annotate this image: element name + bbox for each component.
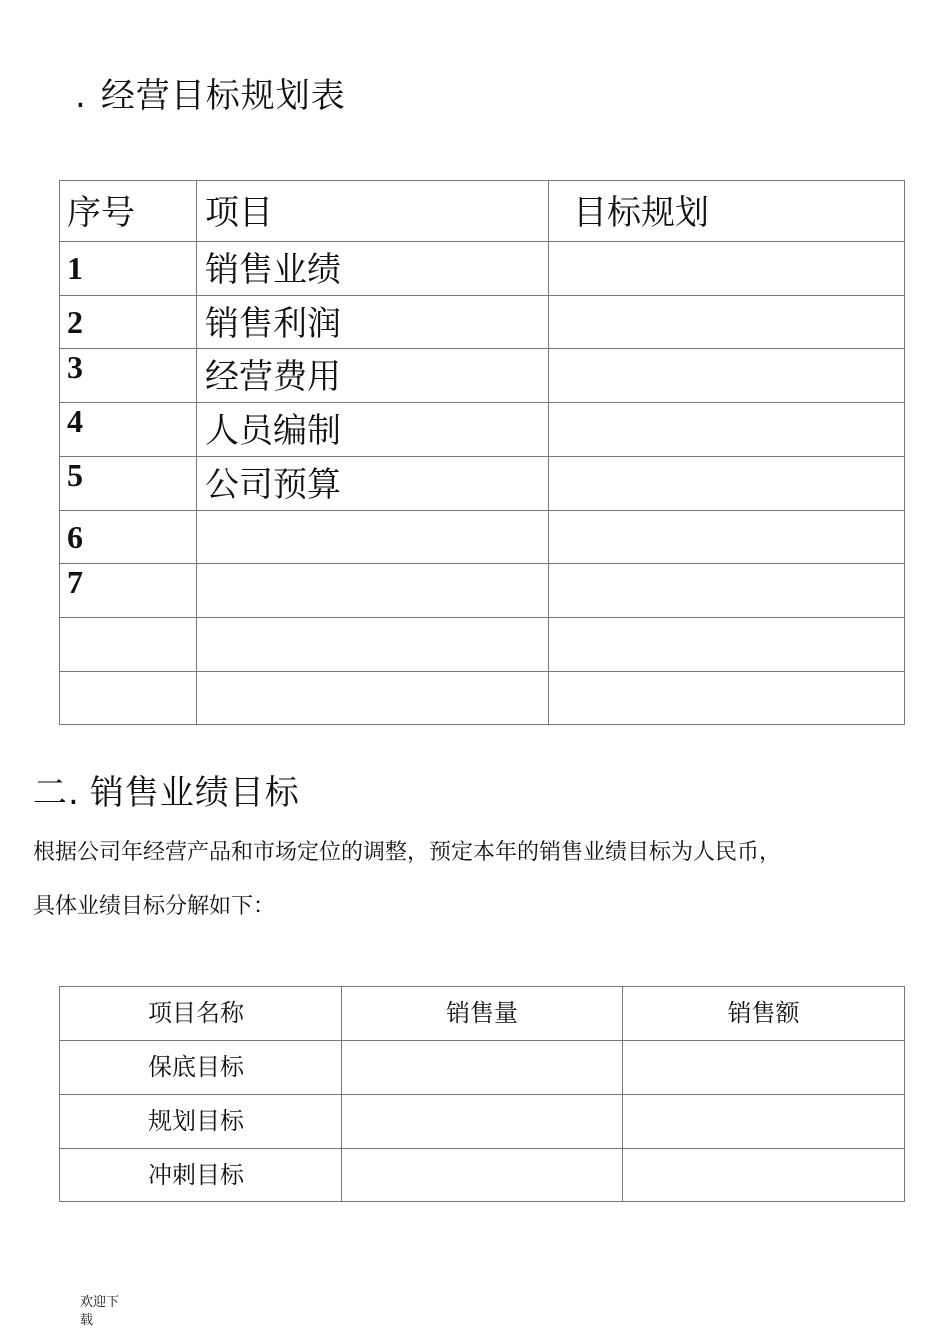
table-row bbox=[60, 564, 905, 618]
table-row bbox=[60, 672, 905, 725]
target-amount-cell[interactable] bbox=[623, 1095, 905, 1149]
row-number: 4 bbox=[60, 403, 197, 457]
table-1-header-item: 项目 bbox=[197, 181, 549, 242]
sales-target-table bbox=[59, 986, 905, 1202]
table-row bbox=[60, 349, 905, 403]
table-row bbox=[60, 618, 905, 672]
section-1-title: 经营目标规划表 bbox=[100, 76, 346, 116]
row-item: 人员编制 bbox=[197, 403, 549, 457]
section-1-heading bbox=[75, 68, 346, 117]
table-2-header-qty: 销售量 bbox=[342, 987, 623, 1041]
table-row bbox=[60, 1041, 905, 1095]
row-number: 2 bbox=[60, 296, 197, 349]
row-plan-cell[interactable] bbox=[549, 242, 905, 296]
table-row bbox=[60, 511, 905, 564]
table-row bbox=[60, 242, 905, 296]
table-2-header-row bbox=[60, 987, 905, 1041]
table-2-header-name: 项目名称 bbox=[60, 987, 342, 1041]
table-row bbox=[60, 1095, 905, 1149]
row-item: 经营费用 bbox=[197, 349, 549, 403]
row-plan-cell[interactable] bbox=[549, 403, 905, 457]
target-amount-cell[interactable] bbox=[623, 1041, 905, 1095]
section-2-title: 销售业绩目标 bbox=[89, 773, 300, 813]
row-item[interactable] bbox=[197, 672, 549, 725]
table-row bbox=[60, 296, 905, 349]
section-2-prefix: 二. bbox=[33, 773, 80, 813]
row-number: 7 bbox=[60, 564, 197, 618]
table-row bbox=[60, 403, 905, 457]
section-2-paragraph bbox=[33, 826, 950, 934]
table-row bbox=[60, 457, 905, 511]
paragraph-line-1: 根据公司年经营产品和市场定位的调整，预定本年的销售业绩目标为人民币， bbox=[33, 840, 782, 865]
business-goals-table bbox=[59, 180, 905, 725]
row-plan-cell[interactable] bbox=[549, 672, 905, 725]
row-number: 5 bbox=[60, 457, 197, 511]
row-item[interactable] bbox=[197, 618, 549, 672]
row-plan-cell[interactable] bbox=[549, 296, 905, 349]
section-2-heading bbox=[33, 765, 300, 814]
row-number[interactable] bbox=[60, 618, 197, 672]
row-item[interactable] bbox=[197, 564, 549, 618]
table-1-header-seq: 序号 bbox=[60, 181, 197, 242]
row-plan-cell[interactable] bbox=[549, 618, 905, 672]
footer-note: 欢迎下载 bbox=[80, 1295, 120, 1328]
row-item: 销售业绩 bbox=[197, 242, 549, 296]
target-qty-cell[interactable] bbox=[342, 1095, 623, 1149]
target-qty-cell[interactable] bbox=[342, 1041, 623, 1095]
row-plan-cell[interactable] bbox=[549, 564, 905, 618]
table-row bbox=[60, 1149, 905, 1202]
row-plan-cell[interactable] bbox=[549, 457, 905, 511]
target-amount-cell[interactable] bbox=[623, 1149, 905, 1202]
row-item: 销售利润 bbox=[197, 296, 549, 349]
target-name: 冲刺目标 bbox=[60, 1149, 342, 1202]
row-number: 6 bbox=[60, 511, 197, 564]
table-1-header-row bbox=[60, 181, 905, 242]
table-2-header-amount: 销售额 bbox=[623, 987, 905, 1041]
row-plan-cell[interactable] bbox=[549, 511, 905, 564]
row-number: 1 bbox=[60, 242, 197, 296]
row-item[interactable] bbox=[197, 511, 549, 564]
section-1-prefix: . bbox=[75, 76, 87, 116]
row-number[interactable] bbox=[60, 672, 197, 725]
row-plan-cell[interactable] bbox=[549, 349, 905, 403]
row-number: 3 bbox=[60, 349, 197, 403]
target-qty-cell[interactable] bbox=[342, 1149, 623, 1202]
row-item: 公司预算 bbox=[197, 457, 549, 511]
paragraph-line-2: 具体业绩目标分解如下： bbox=[33, 894, 276, 919]
target-name: 保底目标 bbox=[60, 1041, 342, 1095]
target-name: 规划目标 bbox=[60, 1095, 342, 1149]
table-1-header-plan: 目标规划 bbox=[549, 181, 905, 242]
